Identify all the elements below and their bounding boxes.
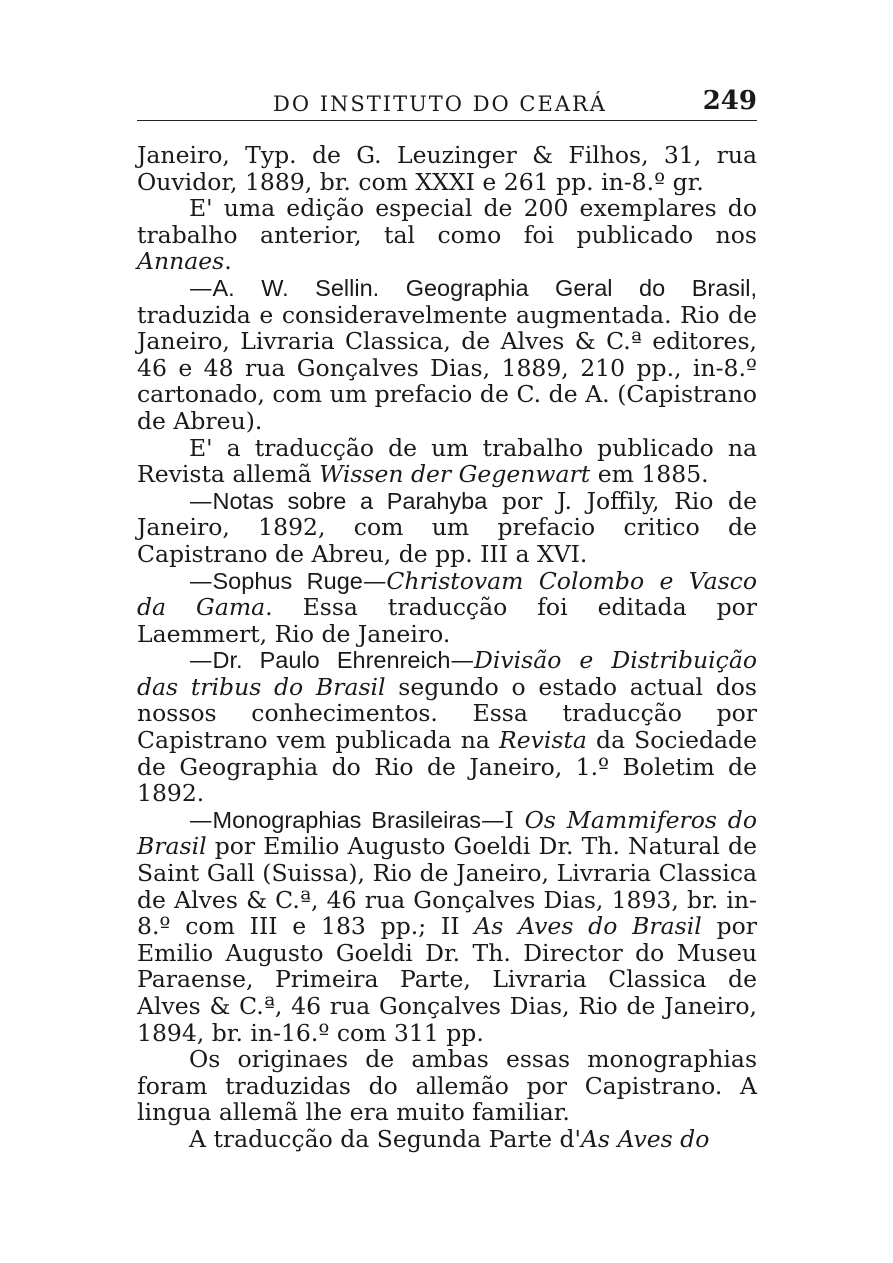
italic-title: Christovam Colombo e Vasco da Gama	[137, 566, 757, 622]
paragraph-6	[137, 568, 757, 648]
italic-title: Wissen der Gegenwart	[319, 460, 591, 489]
paragraph-text: traduzida e consideravelmente augmentada. Rio de Janeiro, Livraria Classica, de Alves & C.ª editores, 46 e 48 rua Gonçalves Dias, 1889, 210 pp., in-8.º cartonado, com um prefacio de C. de A. (Capistrano de Abreu).	[137, 300, 757, 435]
paragraph-text: E' a traducção de um trabalho publicado na Revista allemã	[137, 433, 757, 489]
paragraph-text: por Emilio Augusto Goeldi Dr. Th. Natural de Saint Gall (Suissa), Rio de Janeiro, Livraria Classica de Alves & C.ª, 46 rua Gonçalves Dias, 1893, br. in-8.º com III e 183 pp.; II	[137, 832, 757, 941]
italic-title: As Aves do	[580, 1124, 710, 1153]
entry-dash: —	[189, 805, 213, 834]
running-title: DO INSTITUTO DO CEARÁ	[273, 92, 607, 116]
body-text	[137, 142, 757, 1153]
entry-separator: —	[450, 646, 474, 675]
paragraph-text: da Sociedade de Geographia do Rio de Janeiro, 1.º Boletim de 1892.	[137, 726, 757, 808]
paragraph-text: por J. Joffily, Rio de Janeiro, 1892, com um prefacio critico de Capistrano de Abreu, de pp. III a XVI.	[137, 486, 757, 568]
italic-title: Annaes	[137, 247, 225, 276]
paragraph-10	[137, 1126, 757, 1153]
running-header	[137, 86, 757, 121]
paragraph-8	[137, 807, 757, 1046]
paragraph-text: . Essa traducção foi editada por Laemmert, Rio de Janeiro.	[137, 593, 757, 648]
paragraph-text: E' uma edição especial de 200 exemplares do trabalho anterior, tal como foi publicado nos	[137, 194, 757, 249]
entry-heading: Monographias Brasileiras	[212, 806, 482, 833]
paragraph-4	[137, 435, 757, 488]
paragraph-text: por Emilio Augusto Goeldi Dr. Th. Director do Museu Paraense, Primeira Parte, Livraria Classica de Alves & C.ª, 46 rua Gonçalves Dias, Rio de Janeiro, 1894, br. in-16.º com 311 pp.	[137, 912, 758, 1047]
page-number: 249	[702, 86, 757, 116]
italic-title: As Aves do Brasil	[474, 912, 702, 941]
italic-title: Os Mammiferos do Brasil	[137, 805, 757, 861]
paragraph-text: Janeiro, Typ. de G. Leuzinger & Filhos, 31, rua Ouvidor, 1889, br. com XXXI e 261 pp. in-8.º gr.	[137, 141, 757, 196]
entry-separator: —	[362, 566, 387, 595]
paragraph-text: segundo o estado actual dos nossos conhecimentos. Essa traducção por Capistrano vem publicada na	[137, 672, 757, 755]
entry-heading: Sophus Ruge	[212, 567, 363, 594]
entry-heading: Dr. Paulo Ehrenreich	[212, 647, 451, 674]
paragraph-text: A traducção da Segunda Parte d'	[189, 1124, 581, 1153]
entry-dash: —	[189, 486, 213, 515]
entry-dash: —	[189, 646, 213, 675]
paragraph-7	[137, 647, 757, 807]
paragraph-2	[137, 195, 757, 275]
entry-heading: Notas sobre a Parahyba	[212, 487, 488, 514]
paragraph-3	[137, 275, 757, 435]
entry-dash: —	[189, 566, 213, 595]
paragraph-5	[137, 488, 757, 568]
paragraph-9	[137, 1046, 757, 1126]
paragraph-end: .	[224, 247, 232, 276]
entry-heading: A. W. Sellin. Geographia Geral do Brasil,	[212, 274, 757, 301]
paragraph-1	[137, 142, 757, 195]
paragraph-end: em 1885.	[590, 460, 709, 489]
italic-title: Revista	[499, 726, 587, 755]
italic-title: Divisão e Distribuição das tribus do Brasil	[137, 646, 757, 701]
paragraph-text: Os originaes de ambas essas monographias foram traduzidas do allemão por Capistrano. A lingua allemã lhe era muito familiar.	[137, 1045, 757, 1127]
entry-separator: —I	[481, 805, 525, 834]
entry-dash: —	[189, 273, 213, 302]
